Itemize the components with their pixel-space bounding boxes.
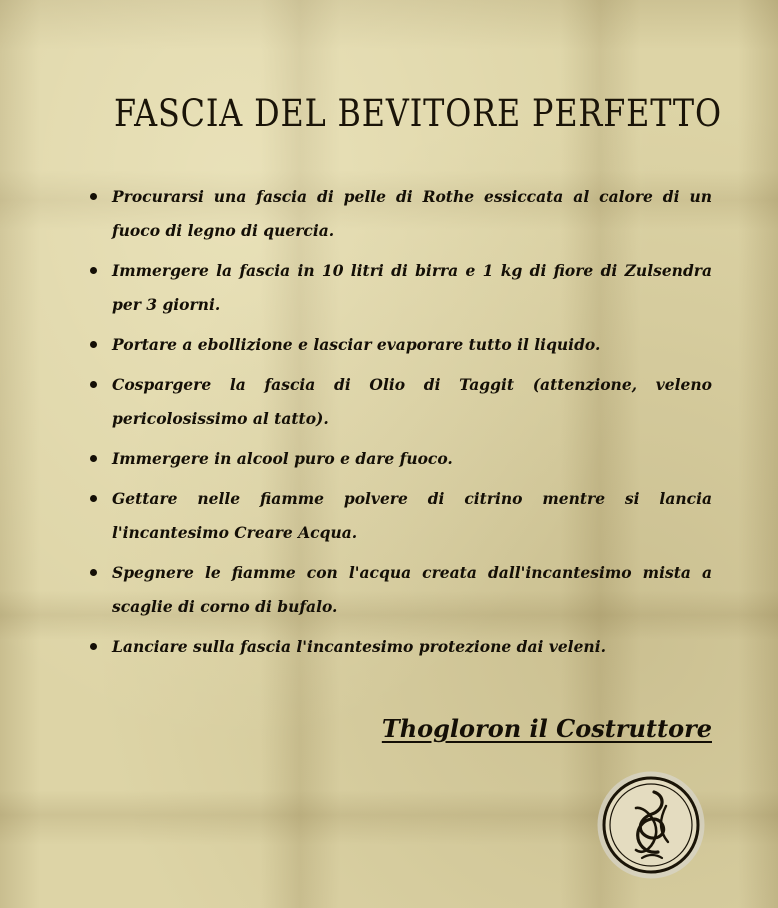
- list-item: [86, 328, 712, 362]
- bullet-icon: [90, 267, 97, 274]
- bullet-icon: [90, 341, 97, 348]
- step-text: Portare a ebollizione e lasciar evaporare tutto il liquido.: [112, 335, 601, 354]
- list-item: [86, 442, 712, 476]
- step-text: Immergere in alcool puro e dare fuoco.: [112, 449, 453, 468]
- page-title: FASCIA DEL BEVITORE PERFETTO: [114, 92, 722, 135]
- list-item: [86, 180, 712, 248]
- wax-seal-monogram-icon: [596, 770, 706, 880]
- bullet-icon: [90, 643, 97, 650]
- step-text: Spegnere le fiamme con l'acqua creata dall'incantesimo mista a scaglie di corno di bufalo.: [112, 563, 712, 616]
- list-item: [86, 556, 712, 624]
- step-text: Immergere la fascia in 10 litri di birra e 1 kg di fiore di Zulsendra per 3 giorni.: [112, 261, 712, 314]
- bullet-icon: [90, 193, 97, 200]
- bullet-icon: [90, 495, 97, 502]
- bullet-icon: [90, 455, 97, 462]
- step-text: Gettare nelle fiamme polvere di citrino mentre si lancia l'incantesimo Creare Acqua.: [112, 489, 712, 542]
- step-text: Lanciare sulla fascia l'incantesimo protezione dai veleni.: [112, 637, 606, 656]
- steps-list: [86, 180, 712, 670]
- bullet-icon: [90, 569, 97, 576]
- signature: Thogloron il Costruttore: [381, 714, 712, 743]
- list-item: [86, 368, 712, 436]
- bullet-icon: [90, 381, 97, 388]
- step-text: Procurarsi una fascia di pelle di Rothe essiccata al calore di un fuoco di legno di quercia.: [112, 187, 712, 240]
- step-text: Cospargere la fascia di Olio di Taggit (attenzione, veleno pericolosissimo al tatto).: [112, 375, 712, 428]
- list-item: [86, 630, 712, 664]
- list-item: [86, 254, 712, 322]
- list-item: [86, 482, 712, 550]
